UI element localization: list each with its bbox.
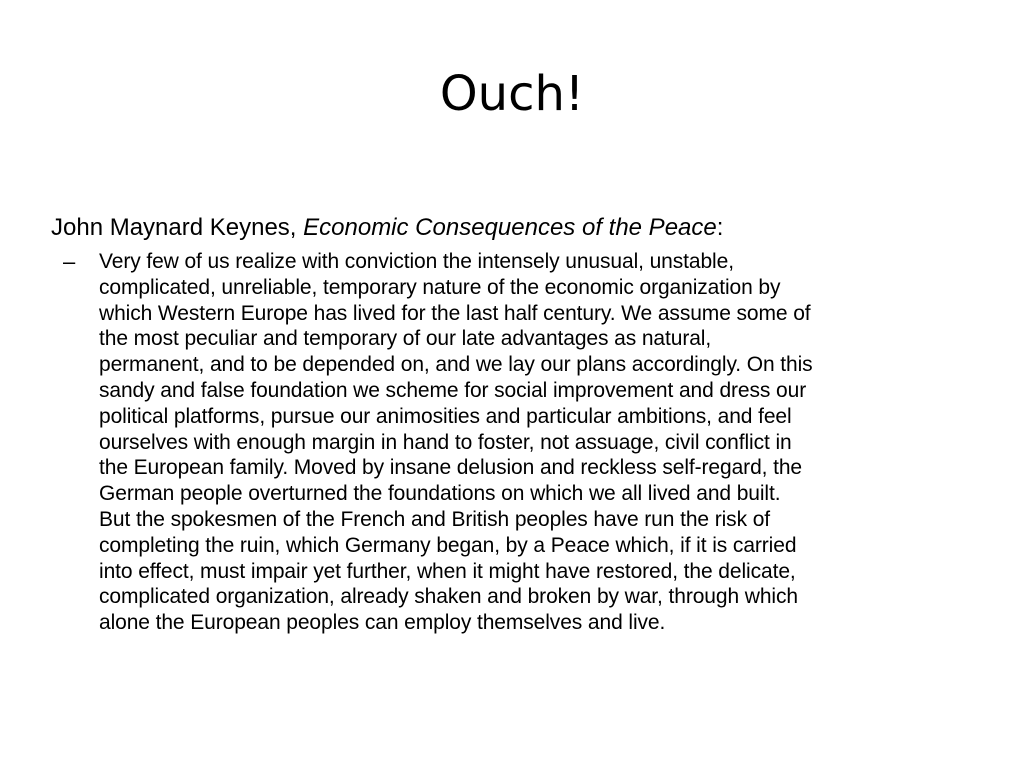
quote-line: Very few of us realize with conviction the intensely unusual, unstable, [99, 250, 734, 273]
quote-line: complicated organization, already shaken and broken by war, through which [99, 585, 798, 609]
quote-line: into effect, must impair yet further, when it might have restored, the delicate, [99, 559, 796, 583]
bullet-dash: – [63, 249, 76, 274]
quote-attribution [51, 211, 971, 245]
quote-line: German people overturned the foundations on which we all lived and built. [99, 482, 781, 506]
quote-bullet [51, 249, 971, 636]
quote-line: alone the European peoples can employ themselves and live. [99, 611, 666, 635]
quote-line: complicated, unreliable, temporary nature of the economic organization by [99, 275, 781, 299]
quote-line: the most peculiar and temporary of our late advantages as natural, [99, 327, 712, 351]
attribution-colon: : [716, 214, 724, 241]
quote-line: ourselves with enough margin in hand to foster, not assuage, civil conflict in [99, 430, 792, 454]
book-title: Economic Consequences of the Peace [303, 214, 717, 241]
quote-line: political platforms, pursue our animosities and particular ambitions, and feel [99, 404, 792, 428]
author-name: John Maynard Keynes, [51, 214, 304, 241]
quote-line: which Western Europe has lived for the last half century. We assume some of [99, 301, 811, 325]
slide-title: Ouch! [439, 66, 585, 122]
slide-content [51, 211, 971, 636]
quote-line: the European family. Moved by insane delusion and reckless self-regard, the [99, 456, 803, 480]
quote-line: sandy and false foundation we scheme for social improvement and dress our [99, 378, 807, 402]
quote-text [99, 249, 971, 636]
quote-line: But the spokesmen of the French and British peoples have run the risk of [99, 507, 771, 531]
quote-line: permanent, and to be depended on, and we lay our plans accordingly. On this [99, 353, 813, 377]
quote-line: completing the ruin, which Germany began, by a Peace which, if it is carried [99, 533, 797, 557]
